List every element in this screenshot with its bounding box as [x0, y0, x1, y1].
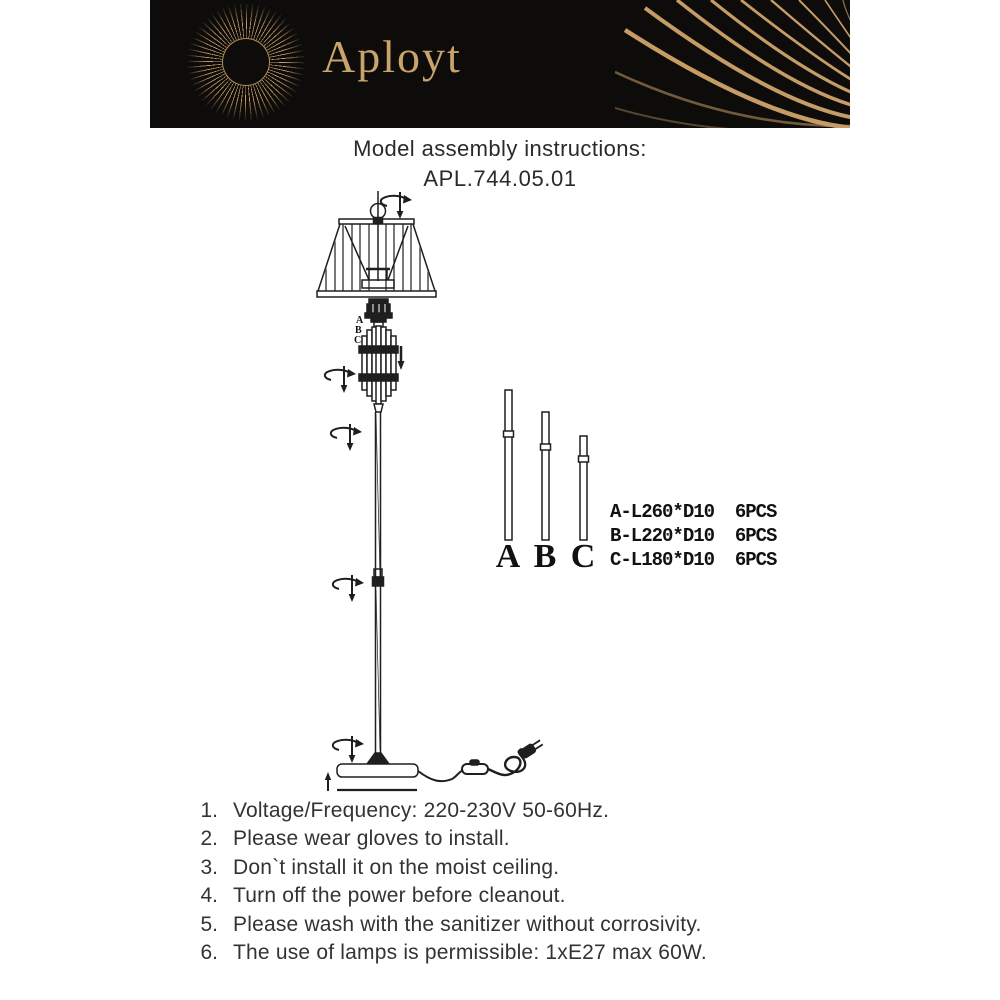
- up-arrow-icon: [325, 772, 331, 791]
- part-label-a: A: [495, 538, 521, 575]
- item-number: 5.: [200, 912, 218, 936]
- crystal-rod-cluster: [359, 326, 398, 412]
- shade-pleats: [326, 219, 428, 292]
- lamp-base: [337, 764, 418, 777]
- item-number: 4.: [200, 884, 218, 908]
- rotation-arrow-icon: [333, 575, 364, 602]
- part-spec-a: A-L260*D10 6PCS: [610, 501, 777, 523]
- rotation-arrow-icon: [333, 736, 364, 763]
- part-spec-c: C-L180*D10 6PCS: [610, 549, 777, 571]
- rotation-arrow-icon: [331, 424, 362, 451]
- page-title: Model assembly instructions:: [353, 136, 647, 161]
- foot-switch: [462, 760, 488, 774]
- item-text: Please wear gloves to install.: [233, 827, 510, 851]
- item-number: 2.: [200, 827, 218, 851]
- part-label-c: C: [570, 538, 596, 575]
- item-number: 6.: [200, 941, 218, 965]
- list-item: [190, 797, 830, 825]
- part-label-b: B: [533, 538, 557, 575]
- item-text: Voltage/Frequency: 220-230V 50-60Hz.: [233, 799, 610, 822]
- model-number: APL.744.05.01: [423, 166, 577, 191]
- item-number: 3.: [200, 855, 218, 879]
- lamp-shade: [317, 219, 436, 297]
- part-spec-b: B-L220*D10 6PCS: [610, 525, 777, 547]
- part-rod-c: [579, 436, 589, 540]
- upper-pole: [376, 412, 381, 578]
- cluster-callout-c: C: [354, 335, 362, 346]
- item-number: 1.: [200, 799, 218, 822]
- rotation-arrow-icon: [381, 192, 412, 219]
- list-item: [190, 854, 830, 882]
- part-rod-a: [504, 390, 514, 540]
- list-item: [190, 825, 830, 853]
- brand-name: Aployt: [322, 31, 462, 82]
- list-item: [190, 939, 830, 967]
- pole-joint: [373, 569, 384, 586]
- item-text: The use of lamps is permissible: 1xE27 max 60W.: [233, 941, 707, 965]
- harp: [345, 226, 408, 288]
- item-text: Turn off the power before cleanout.: [233, 884, 566, 908]
- cluster-callout-a: A: [356, 315, 364, 326]
- cord-loop: [488, 749, 525, 775]
- lower-pole: [367, 586, 389, 764]
- power-cord: [418, 770, 463, 781]
- cluster-callout-b: B: [355, 325, 362, 336]
- instruction-list: [190, 797, 830, 967]
- part-rod-b: [541, 412, 551, 540]
- item-text: Please wash with the sanitizer without corrosivity.: [233, 912, 702, 936]
- power-plug: [520, 739, 544, 759]
- list-item: [190, 882, 830, 910]
- lamp-socket: [365, 299, 392, 327]
- rotation-arrow-icon: [325, 366, 356, 393]
- list-item: [190, 911, 830, 939]
- item-text: Don`t install it on the moist ceiling.: [233, 855, 560, 879]
